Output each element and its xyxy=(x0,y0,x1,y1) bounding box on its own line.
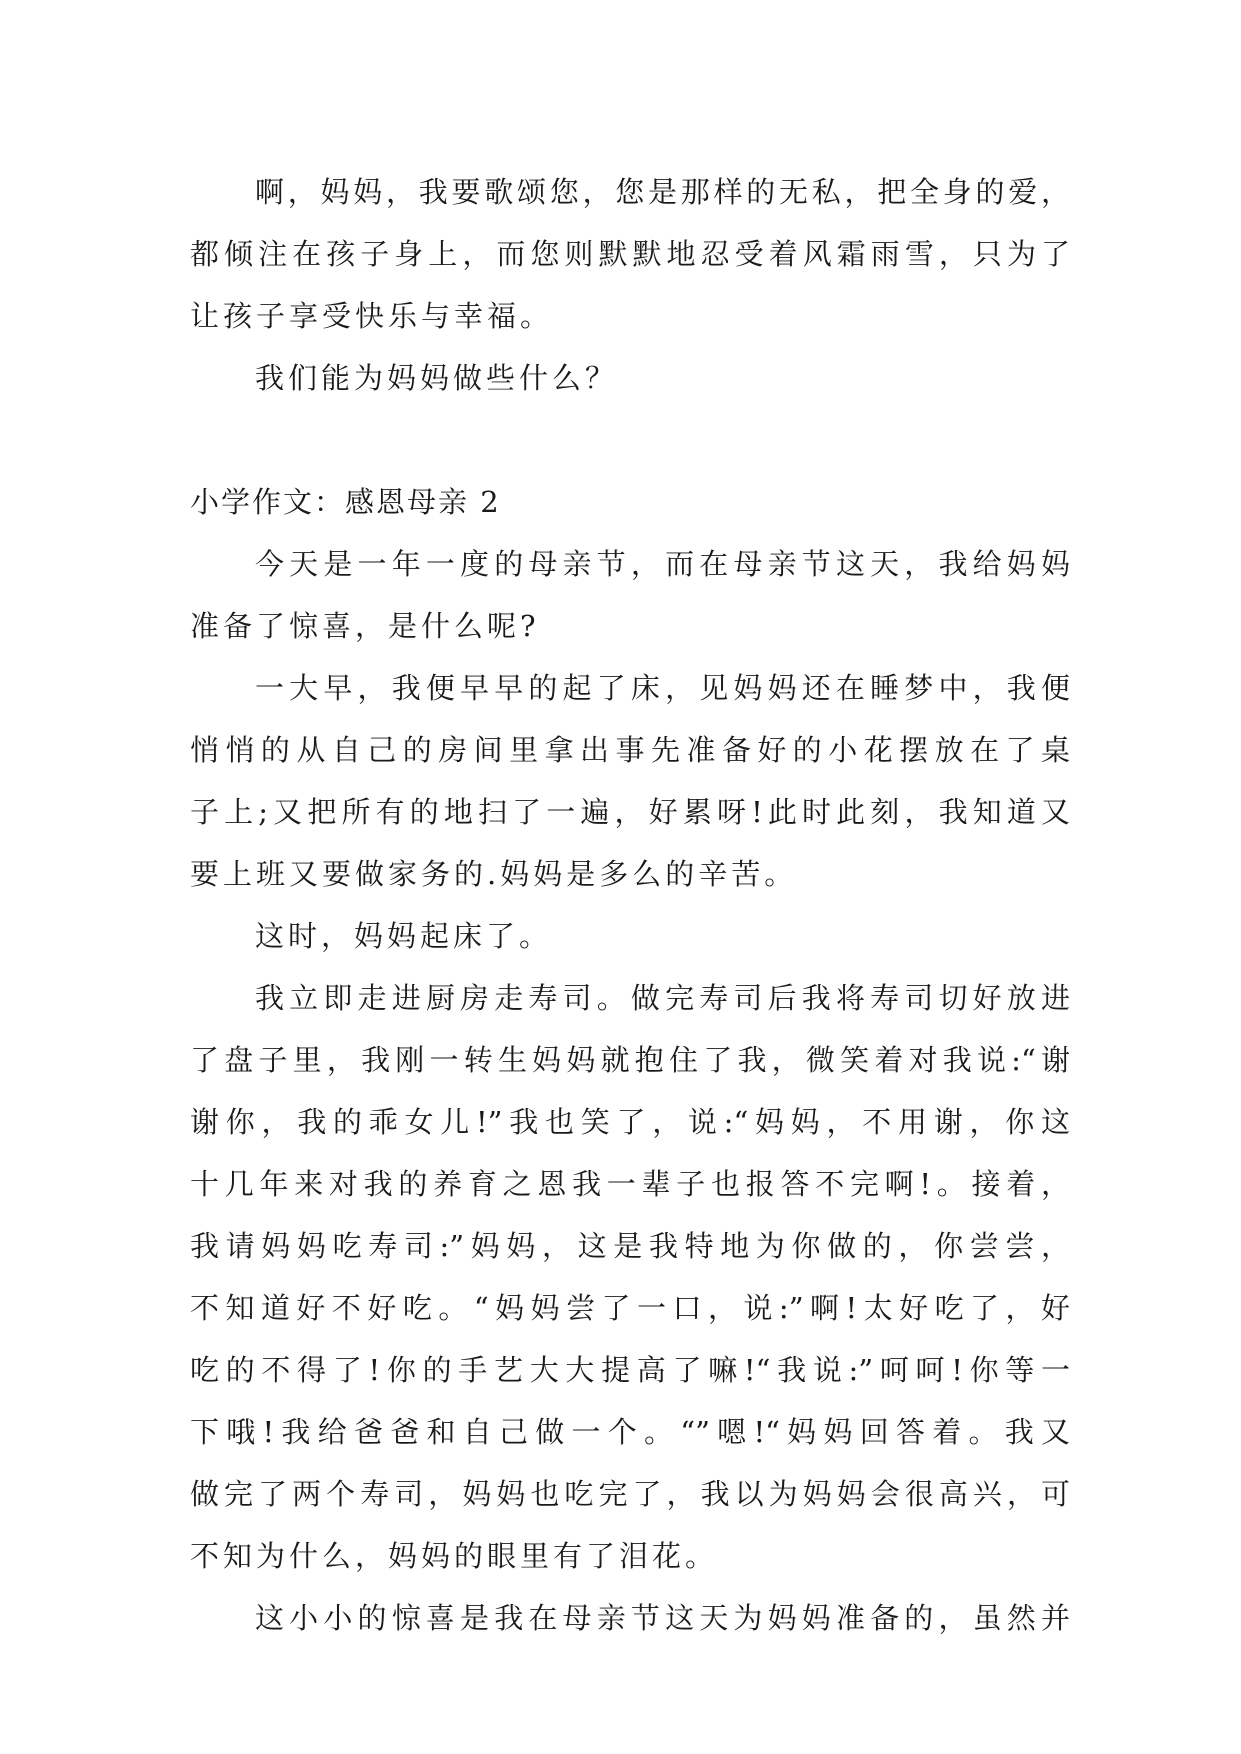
paragraph-6-line-2: 了盘子里，我刚一转生妈妈就抱住了我，微笑着对我说:“谢 xyxy=(190,1043,1070,1077)
paragraph-6-line-1: 我立即走进厨房走寿司。做完寿司后我将寿司切好放进 xyxy=(255,981,1070,1015)
paragraph-4-line-3: 子上;又把所有的地扫了一遍，好累呀!此时此刻，我知道又 xyxy=(190,795,1070,829)
paragraph-6-line-3: 谢你，我的乖女儿!”我也笑了，说:“妈妈，不用谢，你这 xyxy=(190,1105,1070,1139)
paragraph-6-line-4: 十几年来对我的养育之恩我一辈子也报答不完啊!。接着， xyxy=(190,1167,1070,1201)
paragraph-4-line-1: 一大早，我便早早的起了床，见妈妈还在睡梦中，我便 xyxy=(255,671,1070,705)
paragraph-6-line-10: 不知为什么，妈妈的眼里有了泪花。 xyxy=(190,1539,719,1573)
paragraph-5-line-1: 这时，妈妈起床了。 xyxy=(255,919,553,953)
paragraph-6-line-8: 下哦!我给爸爸和自己做一个。“”嗯!“妈妈回答着。我又 xyxy=(190,1415,1070,1449)
paragraph-6-line-7: 吃的不得了!你的手艺大大提高了嘛!“我说:”呵呵!你等一 xyxy=(190,1353,1070,1387)
paragraph-1-line-2: 都倾注在孩子身上，而您则默默地忍受着风霜雨雪，只为了 xyxy=(190,237,1070,271)
paragraph-6-line-9: 做完了两个寿司，妈妈也吃完了，我以为妈妈会很高兴，可 xyxy=(190,1477,1070,1511)
paragraph-6-line-6: 不知道好不好吃。“妈妈尝了一口，说:”啊!太好吃了，好 xyxy=(190,1291,1070,1325)
paragraph-4-line-4: 要上班又要做家务的.妈妈是多么的辛苦。 xyxy=(190,857,798,891)
paragraph-2-line-1: 我们能为妈妈做些什么？ xyxy=(255,361,619,395)
paragraph-7-line-1: 这小小的惊喜是我在母亲节这天为妈妈准备的，虽然并 xyxy=(255,1601,1070,1635)
paragraph-3-line-2: 准备了惊喜，是什么呢? xyxy=(190,609,540,643)
paragraph-3-line-1: 今天是一年一度的母亲节，而在母亲节这天，我给妈妈 xyxy=(255,547,1070,581)
paragraph-6-line-5: 我请妈妈吃寿司:”妈妈，这是我特地为你做的，你尝尝， xyxy=(190,1229,1070,1263)
section-heading: 小学作文：感恩母亲 2 xyxy=(190,485,501,519)
paragraph-1-line-1: 啊，妈妈，我要歌颂您，您是那样的无私，把全身的爱， xyxy=(255,175,1070,209)
paragraph-1-line-3: 让孩子享受快乐与幸福。 xyxy=(190,299,554,333)
paragraph-4-line-2: 悄悄的从自己的房间里拿出事先准备好的小花摆放在了桌 xyxy=(190,733,1070,767)
